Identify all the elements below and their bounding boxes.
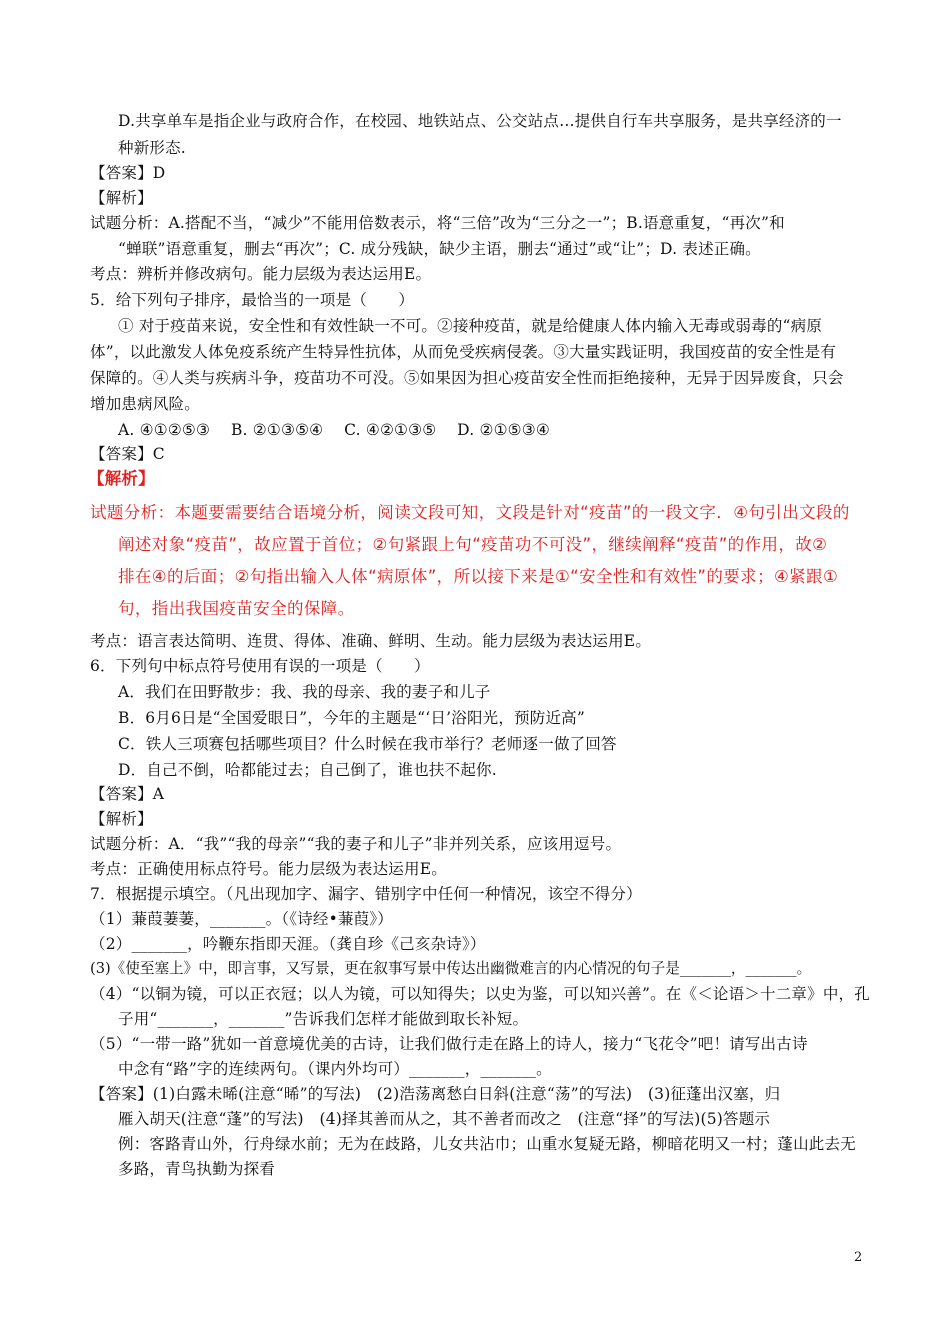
q5-text-line4: 增加患病风险。 xyxy=(90,395,200,413)
q4-analysis-line1: 试题分析：A.搭配不当，“减少”不能用倍数表示，将“三倍”改为“三分之一”；B.语意重复，“再次”和 xyxy=(90,214,785,232)
q5-analysis-line2: 阐述对象“疫苗”，故应置于首位；②句紧跟上句“疫苗功不可没”，继续阐释“疫苗”的作用，故② xyxy=(118,535,828,554)
q5-analysis-line1: 试题分析：本题要需要结合语境分析，阅读文段可知，文段是针对“疫苗”的一段文字．④句引出文段的 xyxy=(90,503,850,522)
q6-option-a: A．我们在田野散步：我、我的母亲、我的妻子和儿子 xyxy=(118,683,491,701)
q7-item5-line1: （5）“一带一路”犹如一首意境优美的古诗，让我们做行走在路上的诗人，接力“飞花令”吧！请写出古诗 xyxy=(90,1035,808,1053)
q5-text-line3: 保障的。④人类与疾病斗争，疫苗功不可没。⑤如果因为担心疫苗安全性而拒绝接种，无异于因异废食，只会 xyxy=(90,369,844,387)
q4-jiexi-heading: 【解析】 xyxy=(90,189,153,207)
q6-option-d: D．自己不倒，哈都能过去；自己倒了，谁也扶不起你. xyxy=(118,761,497,779)
q7-item1: （1）蒹葭萋萋，_______。（《诗经•蒹葭》） xyxy=(90,910,394,928)
q6-analysis: 试题分析：A．“我”“我的母亲”“我的妻子和儿子”非并列关系，应该用逗号。 xyxy=(90,835,622,853)
page-number: 2 xyxy=(854,1250,863,1265)
q5-kaodian: 考点：语言表达简明、连贯、得体、准确、鲜明、生动。能力层级为表达运用E。 xyxy=(90,632,652,650)
q5-analysis-line3: 排在④的后面；②句指出输入人体“病原体”，所以接下来是①“安全性和有效性”的要求；④紧跟① xyxy=(118,567,839,586)
q4-option-d-line1: D.共享单车是指企业与政府合作，在校园、地铁站点、公交站点…提供自行车共享服务，是共享经济的一 xyxy=(118,112,842,130)
q5-text-line2: 体”，以此激发人体免疫系统产生特异性抗体，从而免受疾病侵袭。③大量实践证明，我国疫苗的安全性是有 xyxy=(90,343,837,361)
q5-options: A. ④①②⑤③ B. ②①③⑤④ C. ④②①③⑤ D. ②①⑤③④ xyxy=(118,421,550,439)
q5-answer: 【答案】C xyxy=(90,445,165,463)
q7-answer-line1: 【答案】(1)白露未晞(注意“晞”的写法) (2)浩荡离愁白日斜(注意“荡”的写法) (3)征蓬出汉塞，归 xyxy=(90,1085,781,1103)
q7-item5-line2: 中念有“路”字的连续两句。（课内外均可）_______，_______。 xyxy=(118,1060,552,1078)
q6-kaodian: 考点：正确使用标点符号。能力层级为表达运用E。 xyxy=(90,860,447,878)
q7-answer-line2: 雁入胡天(注意“蓬”的写法) (4)择其善而从之，其不善者而改之 (注意“择”的写法)(5)答题示 xyxy=(118,1110,771,1128)
q7-item4-line1: （4）“以铜为镜，可以正衣冠；以人为镜，可以知得失；以史为鉴，可以知兴善”。在《＜论语＞十二章》中，孔 xyxy=(90,985,870,1003)
q7-item4-line2: 子用“_______，_______”告诉我们怎样才能做到取长补短。 xyxy=(118,1010,529,1028)
q7-item3: (3)《使至塞上》中，即言事，又写景，更在叙事写景中传达出幽微难言的内心情况的句子是_______，_______。 xyxy=(90,960,812,977)
q4-option-d-line2: 种新形态. xyxy=(118,139,186,157)
q6-option-b: B．6月6日是“全国爱眼日”，今年的主题是“‘日’浴阳光，预防近高” xyxy=(118,709,585,727)
q7-item2: （2）_______，吟鞭东指即天涯。（龚自珍《己亥杂诗》） xyxy=(90,935,486,953)
q5-text-line1: ① 对于疫苗来说，安全性和有效性缺一不可。②接种疫苗，就是给健康人体内输入无毒或弱毒的“病原 xyxy=(118,317,823,335)
q7-answer-line3: 例：客路青山外，行舟绿水前；无为在歧路，儿女共沾巾；山重水复疑无路，柳暗花明又一村；蓬山此去无 xyxy=(118,1135,856,1153)
q6-jiexi-heading: 【解析】 xyxy=(90,810,153,828)
q4-kaodian: 考点：辨析并修改病句。能力层级为表达运用E。 xyxy=(90,265,432,283)
q5-analysis-line4: 句，指出我国疫苗安全的保障。 xyxy=(118,599,355,618)
q5-stem: 5．给下列句子排序，最恰当的一项是（ ） xyxy=(90,291,415,309)
q7-answer-line4: 多路，青鸟执勤为探看 xyxy=(118,1160,276,1178)
q6-option-c: C．铁人三项赛包括哪些项目？什么时候在我市举行？老师逐一做了回答 xyxy=(118,735,617,753)
q4-analysis-line2: “蝉联”语意重复，删去“再次”；C. 成分残缺，缺少主语，删去“通过”或“让”；D. 表述正确。 xyxy=(118,240,761,258)
q6-answer: 【答案】A xyxy=(90,785,165,803)
q6-stem: 6．下列句中标点符号使用有误的一项是（ ） xyxy=(90,657,430,675)
q4-answer: 【答案】D xyxy=(90,164,166,182)
q5-jiexi-heading: 【解析】 xyxy=(88,469,155,488)
q7-stem: 7．根据提示填空。（凡出现加字、漏字、错别字中任何一种情况，该空不得分） xyxy=(90,885,642,903)
